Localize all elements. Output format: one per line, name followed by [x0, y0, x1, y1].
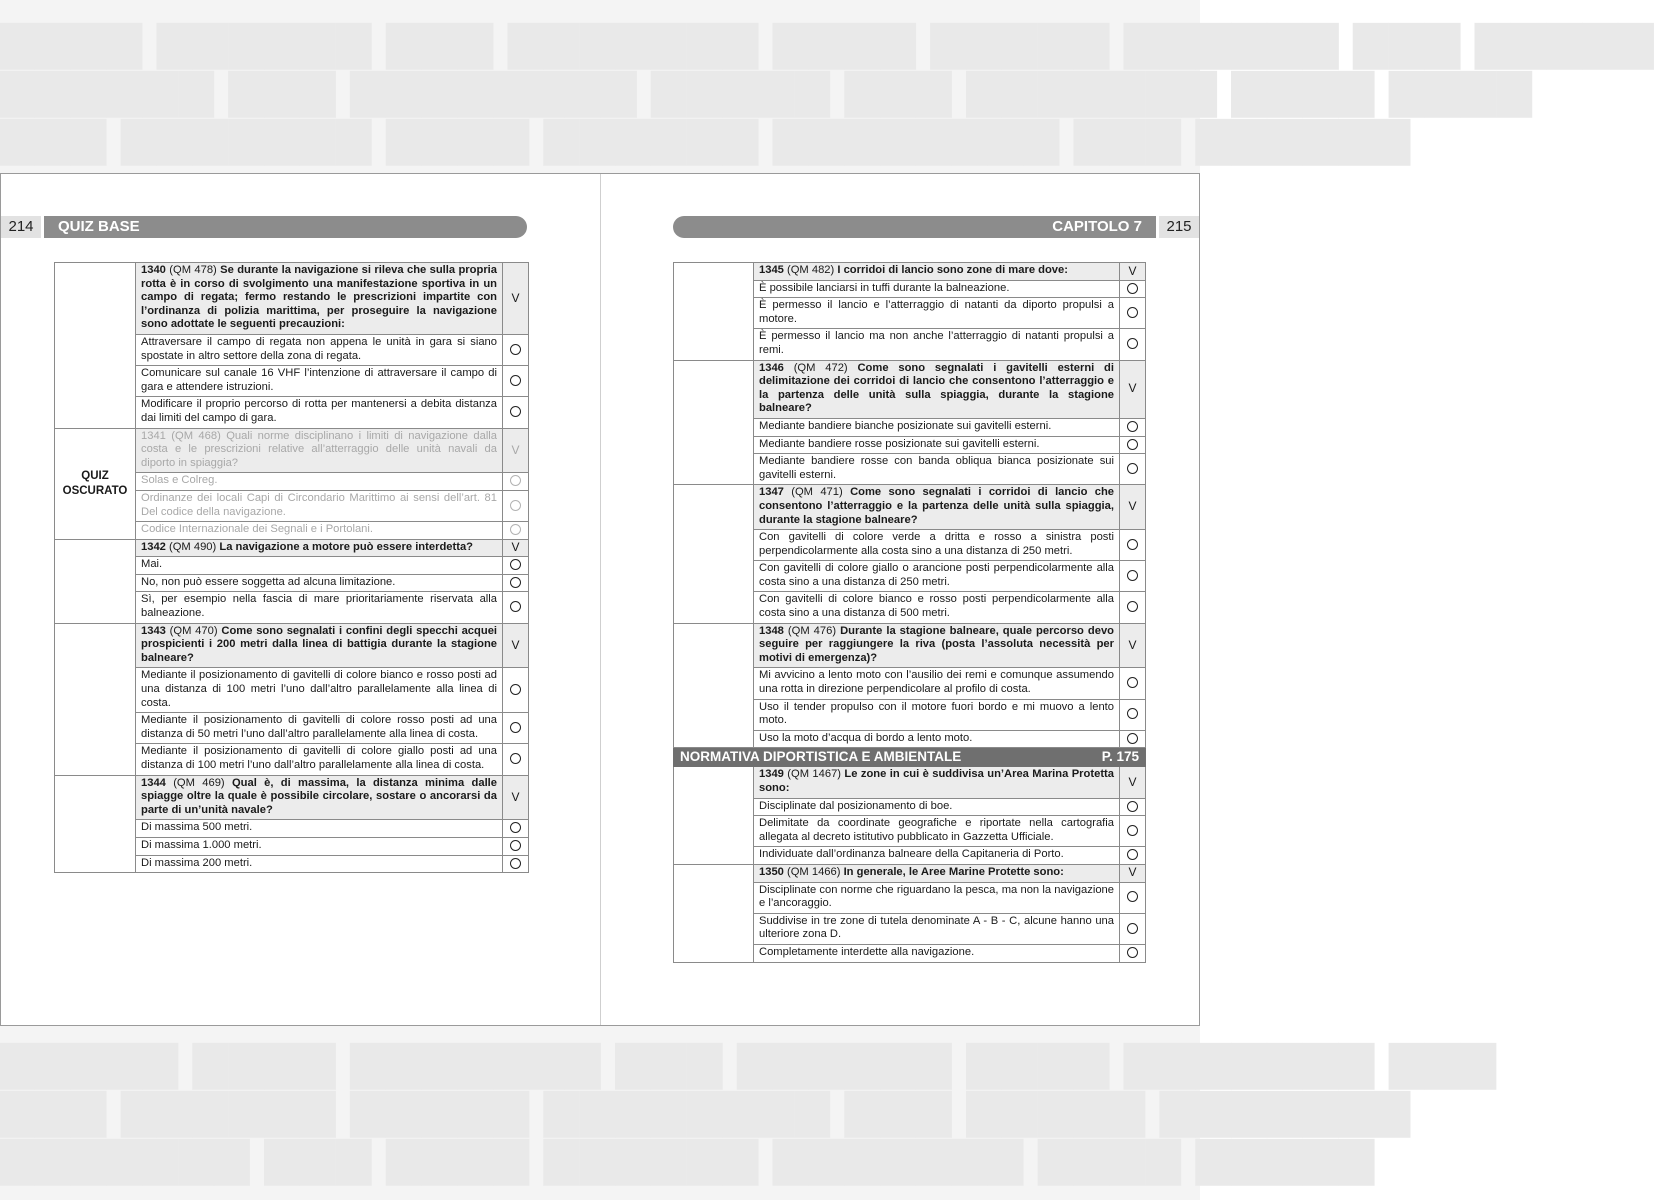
answer-circle-icon[interactable] [1127, 733, 1138, 744]
question-text: Quali norme disciplinano i limiti di navigazione dalla costa e le prescrizioni relative all’atterraggio delle unità navali da diporto in spiaggia? [141, 429, 498, 469]
answer-circle-icon[interactable] [1127, 338, 1138, 349]
question-number: 1342 [141, 540, 166, 553]
question-row [674, 485, 1146, 530]
question-number: 1345 [759, 264, 784, 276]
question-number: 1346 [759, 361, 784, 374]
answer-circle-icon[interactable] [1127, 801, 1138, 812]
question-text: La navigazione a motore può essere interdetta? [219, 540, 474, 553]
answer-circle-icon[interactable] [510, 475, 521, 486]
answer-circle-icon[interactable] [510, 684, 521, 695]
question-text-cell [754, 360, 1120, 418]
question-row [55, 539, 529, 557]
question-text: Come sono segnalati i gavitelli esterni di delimitazione dei corridoi di lancio che consentono l’atterraggio e la partenza delle unità sulla spiaggia, durante la stagione balneare? [759, 361, 1115, 415]
page-gutter [600, 174, 601, 1025]
answer-cell [503, 855, 529, 873]
answer-circle-icon[interactable] [1127, 421, 1138, 432]
question-text-cell [136, 428, 503, 473]
true-mark: V [503, 623, 529, 668]
question-number: 1347 [759, 486, 784, 499]
answer-circle-icon[interactable] [1127, 539, 1138, 550]
answer-text: Completamente interdette alla navigazione. [754, 944, 1120, 962]
question-text-cell [754, 864, 1120, 882]
answer-cell [1120, 298, 1146, 329]
answer-cell [1120, 913, 1146, 944]
question-text-cell [136, 623, 503, 668]
answer-cell [503, 473, 529, 491]
answer-circle-icon[interactable] [510, 858, 521, 869]
question-ref: (QM 469) [173, 776, 225, 789]
answer-cell [1120, 280, 1146, 298]
answer-cell [1120, 847, 1146, 865]
question-text-cell [136, 775, 503, 820]
answer-cell [1120, 882, 1146, 913]
question-number: 1344 [141, 776, 166, 789]
question-ref: (QM 1466) [787, 865, 841, 878]
question-ref: (QM 490) [169, 540, 217, 553]
answer-cell [1120, 699, 1146, 730]
question-text-cell [136, 539, 503, 557]
answer-cell [503, 837, 529, 855]
left-quiz-table [54, 262, 529, 873]
answer-text: Di massima 1.000 metri. [136, 837, 503, 855]
true-mark: V [1120, 767, 1146, 798]
question-row [55, 775, 529, 820]
question-row [674, 767, 1146, 798]
answer-circle-icon[interactable] [510, 406, 521, 417]
question-ref: (QM 471) [791, 486, 843, 499]
question-row [55, 263, 529, 335]
question-side-cell [55, 539, 136, 623]
answer-text: Uso la moto d’acqua di bordo a lento moto. [754, 730, 1120, 748]
question-side-cell [674, 864, 754, 962]
question-text: Come sono segnalati i confini degli specchi acquei prospicienti i 200 metri dalla linea di battigia durante la stagione balneare? [141, 624, 498, 664]
answer-cell [503, 744, 529, 775]
answer-cell [1120, 944, 1146, 962]
answer-circle-icon[interactable] [510, 822, 521, 833]
answer-text: Delimitate da coordinate geografiche e riportate nella cartografia allegata al decreto istitutivo pubblicato in Gazzetta Ufficiale. [754, 816, 1120, 847]
answer-cell [503, 557, 529, 575]
answer-text: Modificare il proprio percorso di rotta per mantenersi a debita distanza dai limiti del campo di gara. [136, 397, 503, 428]
background-blur-texture: ▇▇▇▇ ▇▇▇▇▇▇ ▇▇▇ ▇▇▇▇▇▇▇ ▇▇▇▇ ▇▇▇▇▇ ▇▇▇▇▇▇ ▇▇▇ ▇▇▇▇▇ ▇▇▇▇▇▇ ▇▇▇ ▇▇▇▇▇▇▇▇ ▇▇▇▇▇ ▇▇▇ ▇▇▇▇▇▇▇ ▇▇▇▇ ▇▇▇▇ ▇▇▇ ▇▇▇▇▇▇▇ ▇▇▇▇ ▇▇▇▇▇▇ ▇▇▇▇▇▇▇▇ ▇▇▇ ▇▇▇▇▇▇ [0, 19, 1655, 164]
right-quiz-table [673, 262, 1146, 963]
true-mark: V [1120, 485, 1146, 530]
question-side-cell [674, 623, 754, 748]
answer-cell [503, 490, 529, 521]
answer-text: Solas e Colreg. [136, 473, 503, 491]
question-number: 1340 [141, 264, 166, 276]
answer-text: Uso il tender propulso con il motore fuori bordo e mi muovo a lento moto. [754, 699, 1120, 730]
question-row [674, 263, 1146, 281]
answer-text: Mediante il posizionamento di gavitelli di colore rosso posti ad una distanza di 50 metri l’uno dall’altro parallelamente alla linea di costa. [136, 713, 503, 744]
answer-cell [1120, 668, 1146, 699]
answer-circle-icon[interactable] [1127, 463, 1138, 474]
section-page-ref: P. 175 [1101, 749, 1139, 765]
question-text: Qual è, di massima, la distanza minima dalle spiagge oltre la quale è possibile circolare, sostare o ancorarsi da parte di un’unità navale? [141, 776, 498, 816]
question-row [55, 623, 529, 668]
answer-circle-icon[interactable] [510, 722, 521, 733]
answer-cell [1120, 329, 1146, 360]
question-number: 1348 [759, 624, 784, 637]
true-mark: V [1120, 864, 1146, 882]
question-number: 1350 [759, 865, 784, 878]
answer-text: È permesso il lancio e l’atterraggio di natanti da diporto propulsi a motore. [754, 298, 1120, 329]
answer-circle-icon[interactable] [1127, 923, 1138, 934]
right-header-title: CAPITOLO 7 [1052, 218, 1142, 235]
question-ref: (QM 482) [787, 264, 835, 276]
answer-cell [503, 592, 529, 623]
left-header-title: QUIZ BASE [58, 218, 140, 235]
answer-text: È possibile lanciarsi in tuffi durante la balneazione. [754, 280, 1120, 298]
question-row [674, 360, 1146, 418]
right-page-number: 215 [1159, 216, 1199, 238]
question-ref: (QM 468) [171, 429, 221, 442]
question-ref: (QM 478) [169, 264, 217, 276]
answer-circle-icon[interactable] [510, 601, 521, 612]
answer-text: Con gavitelli di colore verde a dritta e rosso a sinistra posti perpendicolarmente alla costa sino a una distanza di 250 metri. [754, 530, 1120, 561]
question-side-cell [674, 485, 754, 623]
answer-circle-icon[interactable] [510, 524, 521, 535]
answer-circle-icon[interactable] [1127, 601, 1138, 612]
answer-text: Comunicare sul canale 16 VHF l’intenzione di attraversare il campo di gara e attendere istruzioni. [136, 366, 503, 397]
question-side-cell [55, 775, 136, 873]
answer-text: Di massima 200 metri. [136, 855, 503, 873]
question-text-cell [136, 263, 503, 335]
section-header [674, 748, 1146, 767]
answer-circle-icon[interactable] [510, 840, 521, 851]
answer-circle-icon[interactable] [1127, 677, 1138, 688]
left-page-number: 214 [1, 216, 41, 238]
answer-text: Mediante il posizionamento di gavitelli di colore giallo posti ad una distanza di 100 metri l’uno dall’altro parallelamente alla linea di costa. [136, 744, 503, 775]
answer-text: Con gavitelli di colore bianco e rosso posti perpendicolarmente alla costa sino a una distanza di 500 metri. [754, 592, 1120, 623]
question-row [674, 623, 1146, 668]
answer-cell [503, 397, 529, 428]
answer-cell [503, 522, 529, 540]
answer-cell [1120, 561, 1146, 592]
answer-text: Disciplinate dal posizionamento di boe. [754, 798, 1120, 816]
answer-cell [1120, 530, 1146, 561]
answer-text: Codice Internazionale dei Segnali e i Portolani. [136, 522, 503, 540]
background-blur-texture-bottom: ▇▇▇▇▇ ▇▇▇▇ ▇▇▇▇▇▇▇ ▇▇▇ ▇▇▇▇▇▇ ▇▇▇▇ ▇▇▇▇▇▇▇ ▇▇▇ ▇▇▇ ▇▇▇▇▇▇ ▇▇▇▇▇ ▇▇▇▇▇▇▇▇ ▇▇▇ ▇▇▇▇▇ ▇▇▇▇▇▇▇ ▇▇▇▇▇▇▇ ▇▇▇ ▇▇▇▇ ▇▇▇▇▇▇ ▇▇▇▇▇▇▇ ▇▇▇▇ ▇▇▇▇▇ [0, 1039, 1498, 1184]
answer-cell [503, 820, 529, 838]
answer-text: Attraversare il campo di regata non appena le unità in gara si siano spostate in altro settore della zona di regata. [136, 334, 503, 365]
question-text-cell [754, 767, 1120, 798]
side-label: OSCURATO [62, 484, 128, 497]
answer-circle-icon[interactable] [510, 577, 521, 588]
answer-text: Di massima 500 metri. [136, 820, 503, 838]
true-mark: V [503, 539, 529, 557]
true-mark: V [503, 263, 529, 335]
answer-cell [503, 366, 529, 397]
question-ref: (QM 1467) [787, 768, 842, 781]
answer-circle-icon[interactable] [510, 375, 521, 386]
answer-text: Individuate dall’ordinanza balneare della Capitaneria di Porto. [754, 847, 1120, 865]
question-text: Le zone in cui è suddivisa un’Area Marina Protetta sono: [759, 768, 1114, 794]
question-ref: (QM 472) [793, 361, 848, 374]
answer-circle-icon[interactable] [1127, 307, 1138, 318]
question-text-cell [754, 263, 1120, 281]
answer-circle-icon[interactable] [1127, 849, 1138, 860]
question-row [674, 864, 1146, 882]
question-number: 1349 [759, 768, 784, 781]
answer-text: Mediante bandiere bianche posizionate sui gavitelli esterni. [754, 418, 1120, 436]
question-side-cell [674, 263, 754, 361]
answer-circle-icon[interactable] [510, 344, 521, 355]
true-mark: V [503, 428, 529, 473]
answer-cell [503, 574, 529, 592]
answer-text: No, non può essere soggetta ad alcuna limitazione. [136, 574, 503, 592]
answer-cell [503, 668, 529, 713]
answer-circle-icon[interactable] [510, 753, 521, 764]
answer-cell [1120, 816, 1146, 847]
question-ref: (QM 476) [787, 624, 837, 637]
question-side-cell [55, 623, 136, 775]
section-header-row [674, 748, 1146, 767]
answer-cell [1120, 454, 1146, 485]
answer-text: Mediante bandiere rosse con banda obliqua bianca posizionate sui gavitelli esterni. [754, 454, 1120, 485]
true-mark: V [1120, 360, 1146, 418]
answer-circle-icon[interactable] [1127, 825, 1138, 836]
side-label: QUIZ [81, 469, 109, 482]
answer-cell [503, 713, 529, 744]
question-number: 1341 [141, 429, 166, 442]
answer-cell [1120, 436, 1146, 454]
answer-circle-icon[interactable] [1127, 891, 1138, 902]
true-mark: V [503, 775, 529, 820]
question-text-cell [754, 485, 1120, 530]
answer-circle-icon[interactable] [1127, 283, 1138, 294]
answer-text: Con gavitelli di colore giallo o arancione posti perpendicolarmente alla costa sino a una distanza di 250 metri. [754, 561, 1120, 592]
question-row [55, 428, 529, 473]
answer-text: Disciplinate con norme che riguardano la pesca, ma non la navigazione e l’ancoraggio. [754, 882, 1120, 913]
answer-circle-icon[interactable] [510, 500, 521, 511]
answer-text: Suddivise in tre zone di tutela denominate A - B - C, alcune hanno una ulteriore zona D. [754, 913, 1120, 944]
question-text: Come sono segnalati i corridoi di lancio che consentono l’atterraggio e la partenza delle unità sulla spiaggia, durante la stagione balneare? [759, 486, 1115, 526]
answer-text: Mediante il posizionamento di gavitelli di colore bianco e rosso posti ad una distanza di 100 metri l’uno dall’altro parallelamente alla linea di costa. [136, 668, 503, 713]
answer-text: Mi avvicino a lento moto con l’ausilio dei remi e comunque assumendo una rotta in direzione perpendicolare al profilo di costa. [754, 668, 1120, 699]
answer-circle-icon[interactable] [1127, 708, 1138, 719]
answer-text: Ordinanze dei locali Capi di Circondario Marittimo ai sensi dell’art. 81 Del codice della navigazione. [136, 490, 503, 521]
question-text: In generale, le Aree Marine Protette sono: [843, 865, 1064, 878]
answer-circle-icon[interactable] [1127, 570, 1138, 581]
question-text: Durante la stagione balneare, quale percorso devo seguire per raggiungere la riva (posta l’assoluta necessità per motivi di emergenza)? [759, 624, 1115, 664]
question-side-cell [674, 767, 754, 865]
true-mark: V [1120, 623, 1146, 668]
answer-text: È permesso il lancio ma non anche l’atterraggio di natanti propulsi a remi. [754, 329, 1120, 360]
question-text: Se durante la navigazione si rileva che sulla propria rotta è in corso di svolgimento una manifestazione sportiva in un campo di regata; fermo restando le prescrizioni impartite con l’ordinanza di polizia marittima, per proseguire la navigazione sono adottate le seguenti precauzioni: [141, 264, 498, 331]
question-side-cell [55, 428, 136, 539]
question-side-cell [55, 263, 136, 429]
answer-text: Mai. [136, 557, 503, 575]
answer-text: Mediante bandiere rosse posizionate sui gavitelli esterni. [754, 436, 1120, 454]
question-text-cell [754, 623, 1120, 668]
question-ref: (QM 470) [169, 624, 218, 637]
question-text: I corridoi di lancio sono zone di mare dove: [837, 264, 1068, 276]
answer-text: Sì, per esempio nella fascia di mare prioritariamente riservata alla balneazione. [136, 592, 503, 623]
answer-cell [1120, 730, 1146, 748]
answer-cell [1120, 418, 1146, 436]
true-mark: V [1120, 263, 1146, 281]
section-title: NORMATIVA DIPORTISTICA E AMBIENTALE [680, 749, 962, 765]
question-side-cell [674, 360, 754, 485]
answer-cell [1120, 592, 1146, 623]
question-number: 1343 [141, 624, 166, 637]
answer-circle-icon[interactable] [1127, 439, 1138, 450]
answer-cell [503, 334, 529, 365]
answer-circle-icon[interactable] [510, 559, 521, 570]
answer-circle-icon[interactable] [1127, 947, 1138, 958]
answer-cell [1120, 798, 1146, 816]
